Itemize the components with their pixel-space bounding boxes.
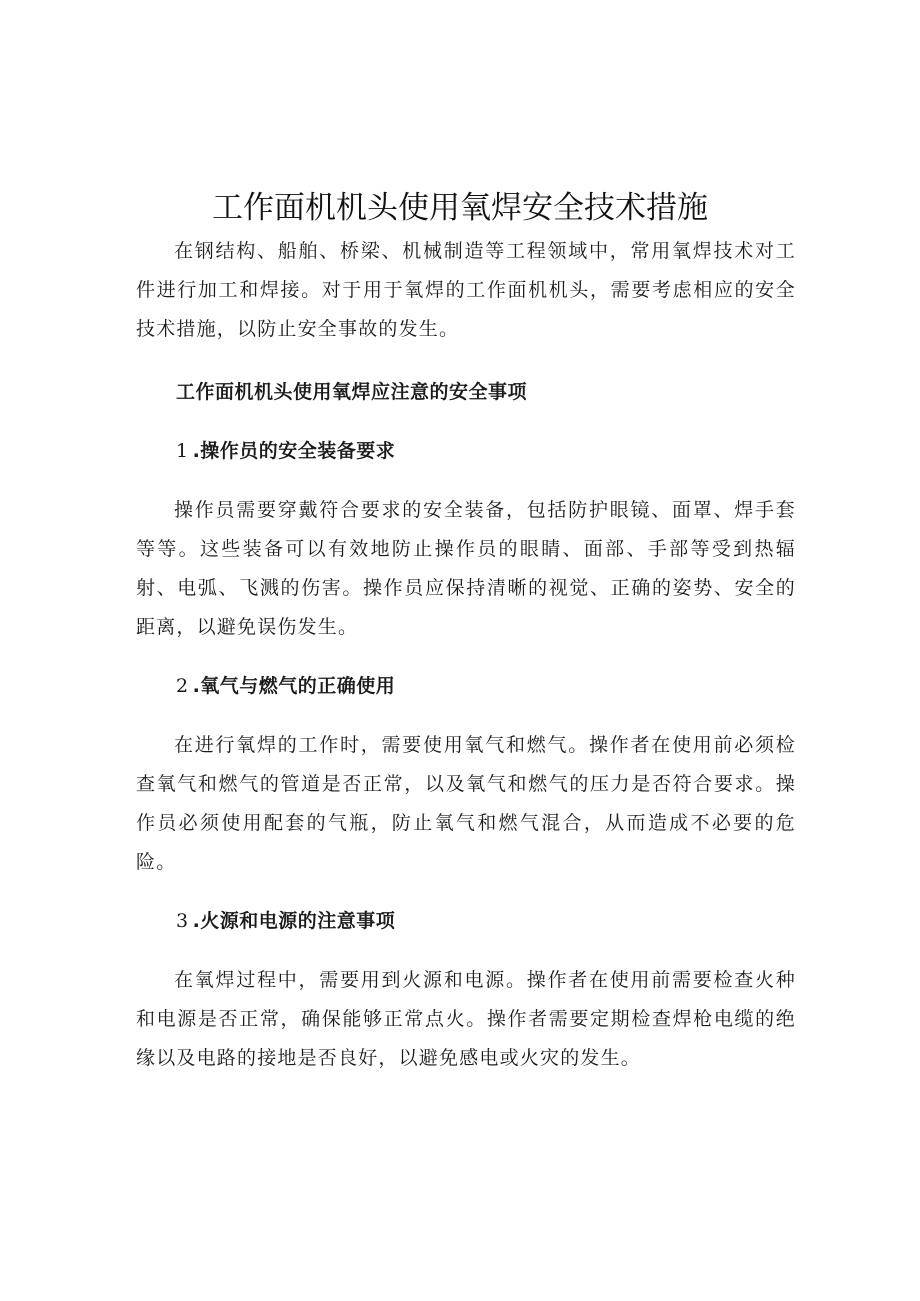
subsection-heading-2 [136, 667, 796, 706]
subsection-heading-1 [136, 432, 796, 471]
spacer [136, 706, 796, 726]
spacer [136, 941, 796, 961]
subsection-number: 3 [176, 910, 189, 932]
spacer [136, 471, 796, 491]
spacer [136, 349, 796, 373]
spacer [136, 647, 796, 667]
subsection-number: 1 [176, 440, 189, 462]
subsection-body-3: 在氧焊过程中，需要用到火源和电源。操作者在使用前需要检查火种和电源是否正常，确保能够正常点火。操作者需要定期检查焊枪电缆的绝缘以及电路的接地是否良好，以避免感电或火灾的发生。 [136, 969, 796, 1069]
spacer [136, 882, 796, 902]
subsection-title: .火源和电源的注意事项 [192, 910, 396, 932]
subsection-title: .氧气与燃气的正确使用 [192, 675, 396, 697]
document-title: 工作面机机头使用氧焊安全技术措施 [212, 190, 708, 226]
subsection-body-2: 在进行氧焊的工作时，需要使用氧气和燃气。操作者在使用前必须检查氧气和燃气的管道是否正常，以及氧气和燃气的压力是否符合要求。操作员必须使用配套的气瓶，防止氧气和燃气混合，从而造成不必要的危险。 [136, 734, 796, 873]
section-heading [136, 373, 796, 412]
document-body [136, 232, 796, 1078]
subsection-title: .操作员的安全装备要求 [192, 440, 396, 462]
subsection-body-1: 操作员需要穿戴符合要求的安全装备，包括防护眼镜、面罩、焊手套等等。这些装备可以有效地防止操作员的眼睛、面部、手部等受到热辐射、电弧、飞溅的伤害。操作员应保持清晰的视觉、正确的姿势、安全的距离，以避免误伤发生。 [136, 499, 796, 638]
spacer [136, 412, 796, 432]
subsection-number: 2 [176, 675, 189, 697]
subsection-heading-3 [136, 902, 796, 941]
intro-paragraph: 在钢结构、船舶、桥梁、机械制造等工程领域中，常用氧焊技术对工件进行加工和焊接。对于用于氧焊的工作面机机头，需要考虑相应的安全技术措施，以防止安全事故的发生。 [136, 240, 796, 340]
section-heading-text: 工作面机机头使用氧焊应注意的安全事项 [176, 381, 528, 403]
